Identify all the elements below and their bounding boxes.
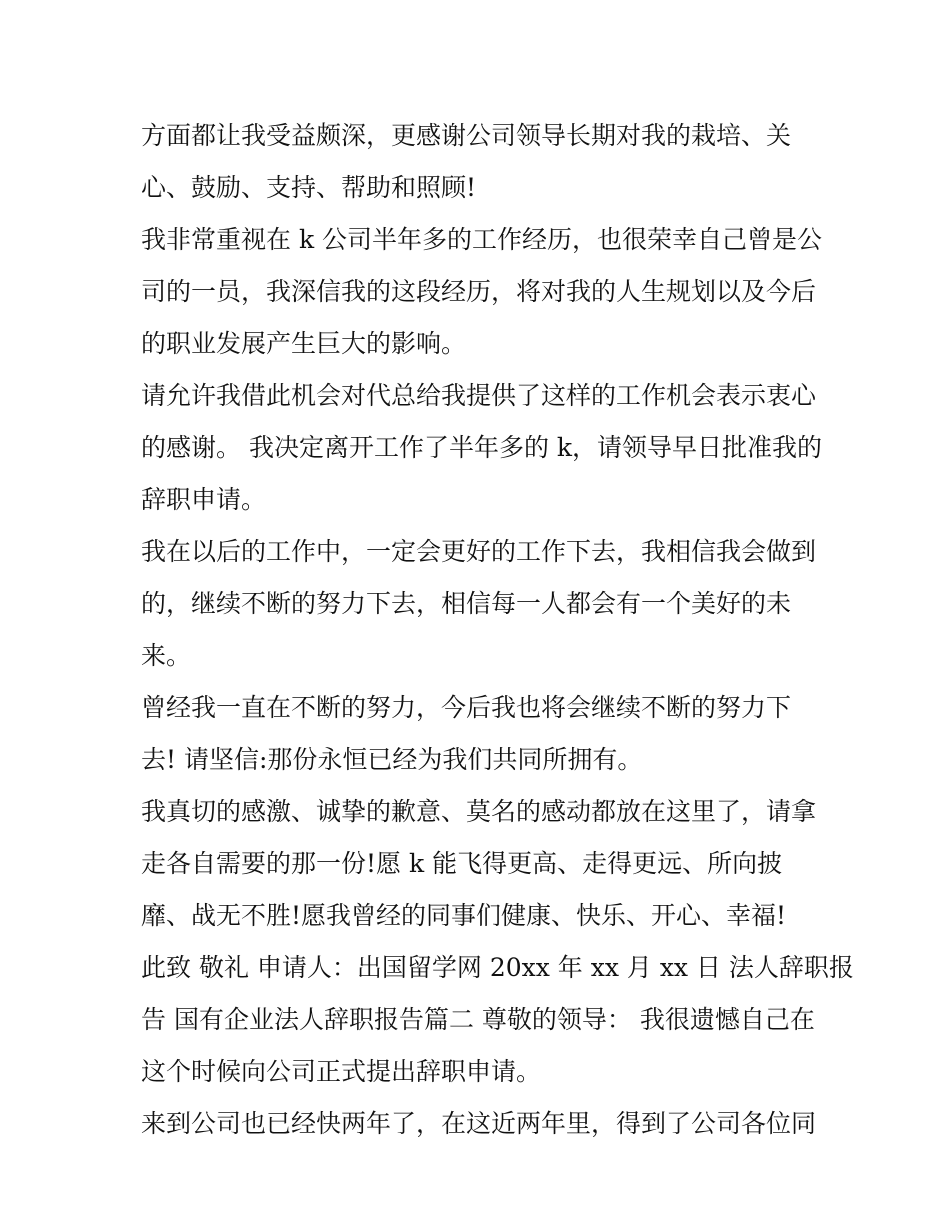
text-line: 靡、战无不胜!愿我曾经的同事们健康、快乐、开心、幸福! bbox=[141, 901, 787, 930]
text-line: 心、鼓励、支持、帮助和照顾! bbox=[141, 173, 477, 202]
text-line: 来。 bbox=[141, 641, 192, 670]
text-line: 这个时候向公司正式提出辞职申请。 bbox=[141, 1057, 542, 1086]
text-line: 的感谢。 我决定离开工作了半年多的 k，请领导早日批准我的 bbox=[141, 433, 823, 462]
text-line: 曾经我一直在不断的努力，今后我也将会继续不断的努力下 bbox=[141, 693, 792, 722]
text-line: 告 国有企业法人辞职报告篇二 尊敬的领导： 我很遗憾自己在 bbox=[141, 1005, 815, 1034]
text-line: 来到公司也已经快两年了，在这近两年里，得到了公司各位同 bbox=[141, 1109, 817, 1138]
text-line: 我在以后的工作中，一定会更好的工作下去，我相信我会做到 bbox=[141, 537, 817, 566]
text-line: 我真切的感激、诚挚的歉意、莫名的感动都放在这里了，请拿 bbox=[141, 797, 817, 826]
text-line: 的，继续不断的努力下去，相信每一人都会有一个美好的未 bbox=[141, 589, 792, 618]
text-line: 辞职申请。 bbox=[141, 485, 267, 514]
text-line: 的职业发展产生巨大的影响。 bbox=[141, 329, 467, 358]
text-line: 去! 请坚信:那份永恒已经为我们共同所拥有。 bbox=[141, 745, 643, 774]
text-line: 请允许我借此机会对代总给我提供了这样的工作机会表示衷心 bbox=[141, 381, 817, 410]
text-line: 此致 敬礼 申请人：出国留学网 20xx 年 xx 月 xx 日 法人辞职报 bbox=[141, 953, 854, 982]
text-line: 方面都让我受益颇深，更感谢公司领导长期对我的栽培、关 bbox=[141, 121, 792, 150]
document-body bbox=[141, 110, 854, 1150]
text-line: 走各自需要的那一份!愿 k 能飞得更高、走得更远、所向披 bbox=[141, 849, 783, 878]
text-line: 司的一员，我深信我的这段经历，将对我的人生规划以及今后 bbox=[141, 277, 817, 306]
text-line: 我非常重视在 k 公司半年多的工作经历，也很荣幸自己曾是公 bbox=[141, 225, 823, 254]
